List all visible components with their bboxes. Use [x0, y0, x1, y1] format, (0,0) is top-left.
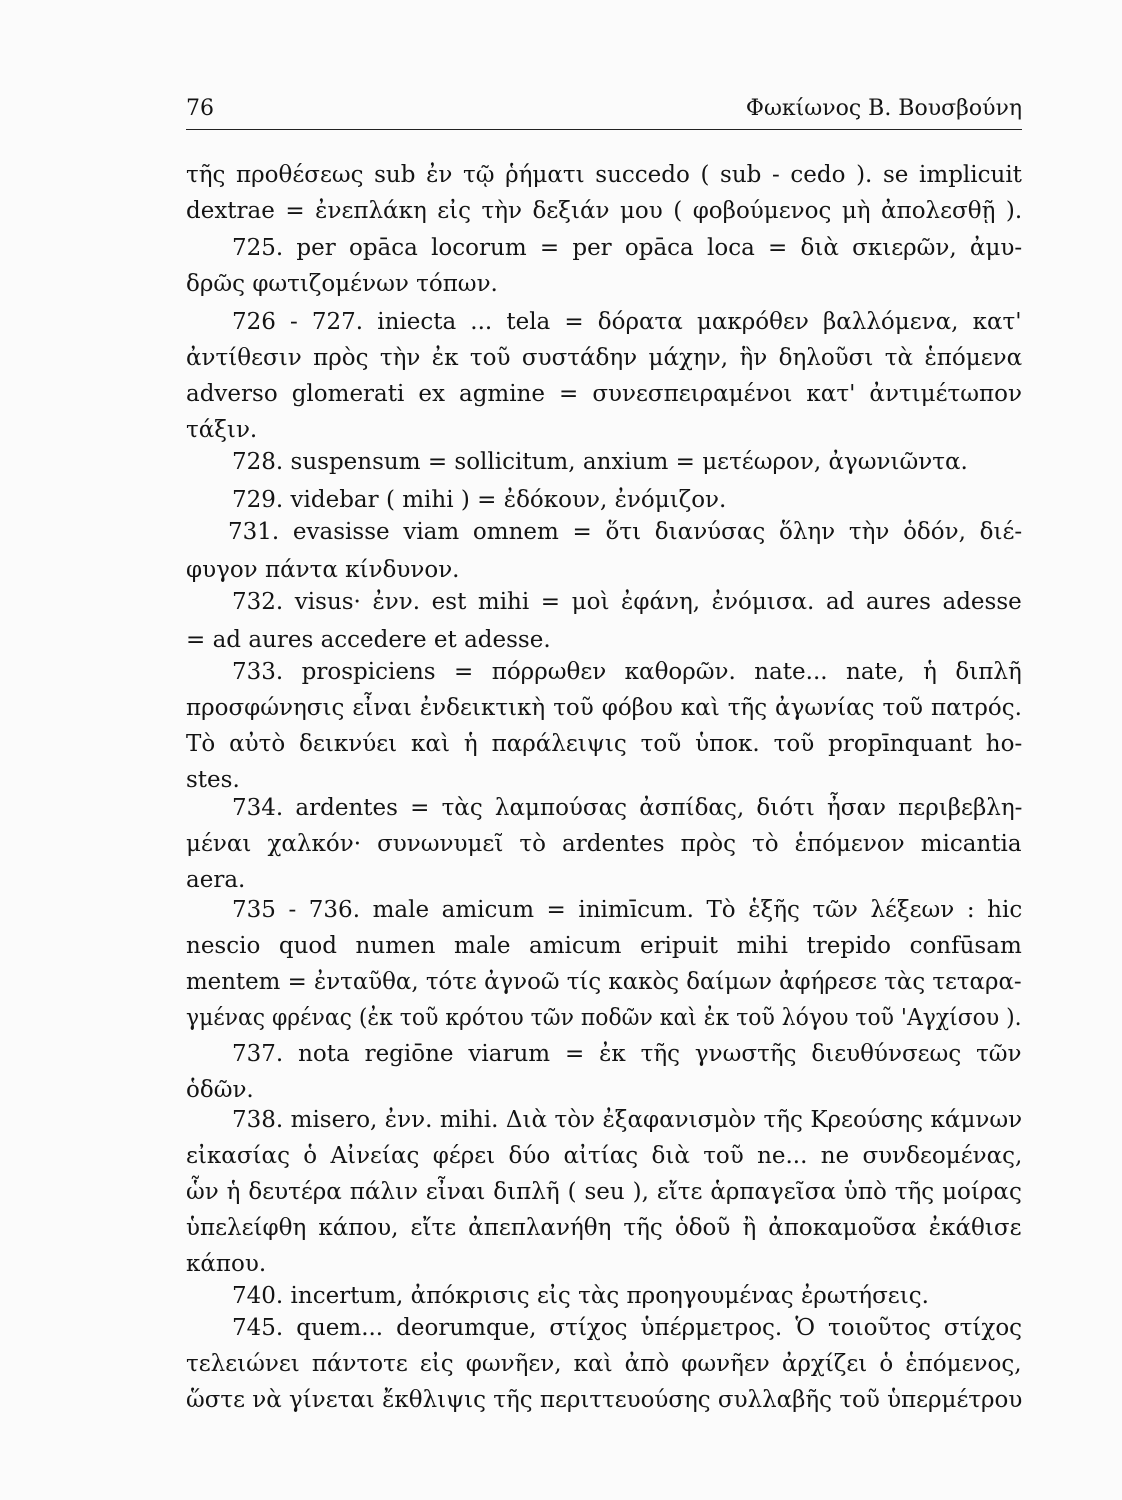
text-line: 745. quem... deorumque, στίχος ὑπέρμετρος. Ὁ τοιοῦτος στίχος: [232, 1315, 1023, 1341]
running-head: Φωκίωνος Β. Βουσβούνη: [745, 96, 1022, 121]
text-line: προσφώνησις εἶναι ἐνδεικτικὴ τοῦ φόβου καὶ τῆς ἀγωνίας τοῦ πατρός.: [186, 695, 1022, 721]
text-line: 726 - 727. iniecta ... tela = δόρατα μακρόθεν βαλλόμενα, κατ': [232, 309, 1022, 335]
text-line: τάξιν.: [186, 417, 258, 443]
text-line: κάπου.: [186, 1251, 267, 1277]
text-line: 740. incertum, ἀπόκρισις εἰς τὰς προηγουμένας ἐρωτήσεις.: [232, 1283, 929, 1309]
page-number: 76: [186, 96, 214, 121]
text-line: μέναι χαλκόν· συνωνυμεῖ τὸ ardentes πρὸς τὸ ἑπόμενον micantia: [186, 831, 1022, 857]
text-line: γμένας φρένας (ἐκ τοῦ κρότου τῶν ποδῶν καὶ ἐκ τοῦ λόγου τοῦ 'Αγχίσου ).: [186, 1005, 1022, 1031]
text-line: stes.: [186, 767, 240, 793]
text-line: dextrae = ἐνεπλάκη εἰς τὴν δεξιάν μου ( φοβούμενος μὴ ἀπολεσθῇ ).: [186, 198, 1023, 224]
text-line: φυγον πάντα κίνδυνον.: [186, 557, 460, 583]
text-line: ὑπελείφθη κάπου, εἴτε ἀπεπλανήθη τῆς ὁδοῦ ἢ ἀποκαμοῦσα ἐκάθισε: [186, 1215, 1022, 1241]
text-line: δρῶς φωτιζομένων τόπων.: [186, 271, 498, 297]
header-rule: [186, 129, 1022, 130]
text-line: adverso glomerati ex agmine = συνεσπειραμένοι κατ' ἀντιμέτωπον: [186, 381, 1022, 407]
text-line: ὁδῶν.: [186, 1077, 254, 1103]
text-line: nescio quod numen male amicum eripuit mihi trepido confūsam: [186, 933, 1022, 959]
text-line: 731. evasisse viam omnem = ὅτι διανύσας ὅλην τὴν ὁδόν, διέ-: [228, 519, 1023, 545]
text-line: 732. visus· ἐνν. est mihi = μοὶ ἐφάνη, ἐνόμισα. ad aures adesse: [232, 589, 1022, 615]
text-line: 725. per opāca locorum = per opāca loca = διὰ σκιερῶν, ἀμυ-: [232, 235, 1023, 261]
text-line: εἰκασίας ὁ Αἰνείας φέρει δύο αἰτίας διὰ τοῦ ne... ne συνδεομένας,: [186, 1143, 1023, 1169]
text-line: ἀντίθεσιν πρὸς τὴν ἐκ τοῦ συστάδην μάχην, ἣν δηλοῦσι τὰ ἑπόμενα: [186, 345, 1023, 371]
text-line: 738. misero, ἐνν. mihi. Διὰ τὸν ἐξαφανισμὸν τῆς Κρεούσης κάμνων: [232, 1107, 1023, 1133]
text-line: = ad aures accedere et adesse.: [186, 627, 551, 653]
text-line: 728. suspensum = sollicitum, anxium = μετέωρον, ἀγωνιῶντα.: [232, 449, 968, 475]
text-line: Τὸ αὐτὸ δεικνύει καὶ ἡ παράλειψις τοῦ ὑποκ. τοῦ propīnquant ho-: [186, 731, 1023, 757]
text-line: τελειώνει πάντοτε εἰς φωνῆεν, καὶ ἀπὸ φωνῆεν ἀρχίζει ὁ ἑπόμενος,: [186, 1351, 1022, 1377]
text-line: 729. videbar ( mihi ) = ἐδόκουν, ἐνόμιζον.: [232, 487, 727, 513]
text-line: 733. prospiciens = πόρρωθεν καθορῶν. nate... nate, ἡ διπλῆ: [232, 659, 1022, 685]
text-line: aera.: [186, 867, 246, 893]
text-line: 734. ardentes = τὰς λαμπούσας ἀσπίδας, διότι ἦσαν περιβεβλη-: [232, 795, 1023, 821]
text-line: 735 - 736. male amicum = inimīcum. Τὸ ἑξῆς τῶν λέξεων : hic: [232, 897, 1023, 923]
text-line: 737. nota regiōne viarum = ἐκ τῆς γνωστῆς διευθύνσεως τῶν: [232, 1041, 1022, 1067]
text-line: τῆς προθέσεως sub ἐν τῷ ῥήματι succedo ( sub - cedo ). se implicuit: [186, 162, 1022, 188]
text-line: ὧν ἡ δευτέρα πάλιν εἶναι διπλῆ ( seu ), εἴτε ἁρπαγεῖσα ὑπὸ τῆς μοίρας: [186, 1179, 1022, 1205]
text-line: ὥστε νὰ γίνεται ἔκθλιψις τῆς περιττευούσης συλλαβῆς τοῦ ὑπερμέτρου: [186, 1387, 1023, 1413]
text-line: mentem = ἐνταῦθα, τότε ἀγνοῶ τίς κακὸς δαίμων ἀφήρεσε τὰς τεταρα-: [186, 969, 1022, 995]
page-header: [186, 96, 1022, 124]
